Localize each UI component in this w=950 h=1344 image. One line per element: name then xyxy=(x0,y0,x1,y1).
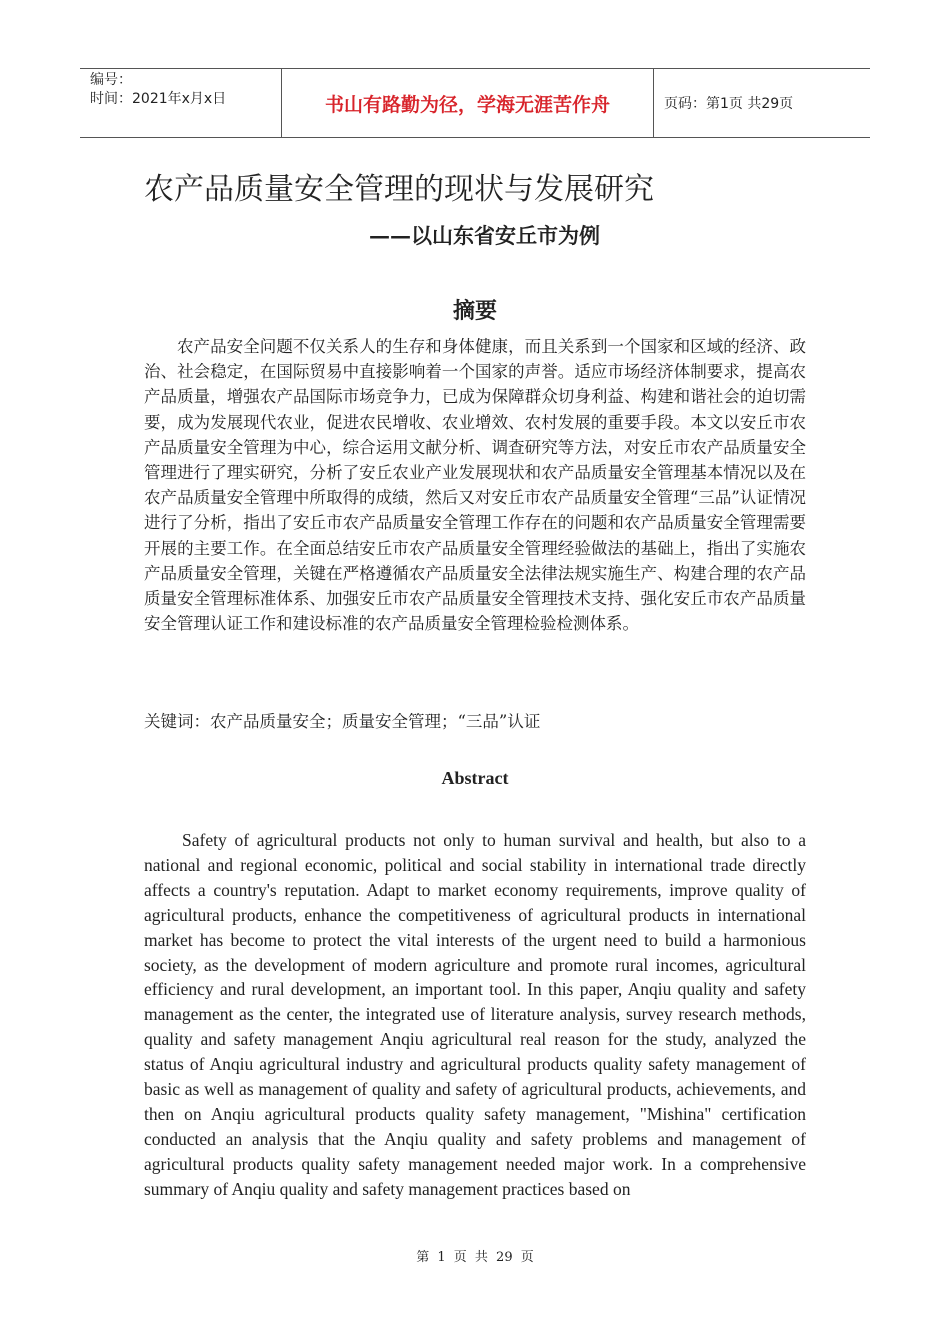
abstract-english-body: Safety of agricultural products not only to human survival and health, but also to a national and regional economic, political and social stability in international trade directly affects a country's reputation. Adapt to market economy requirements, improve quality of agricultural products, enhance the competitiveness of agricultural products in international market has become to protect the vital interests of the urgent need to build a harmonious society, as the development of modern agriculture and promote rural incomes, agricultural efficiency and rural development, an important tool. In this paper, Anqiu quality and safety management as the center, the integrated use of literature analysis, survey research methods, quality and safety management Anqiu agricultural real reason for the study, analyzed the status of Anqiu agricultural industry and agricultural products quality safety management of basic as well as management of quality and safety of agricultural products, achievements, and then on Anqiu agricultural products quality safety management, "Mishina" certification conducted an analysis that the Anqiu quality and safety problems and management of agricultural products quality safety management needed major work. In a comprehensive summary of Anqiu quality and safety management practices based on xyxy=(144,830,806,1199)
document-title: 农产品质量安全管理的现状与发展研究 xyxy=(144,172,654,207)
header-page-info: 页码：第1页 共29页 xyxy=(664,96,794,112)
page-footer: 第 1 页 共 29 页 xyxy=(416,1250,534,1265)
header-motto: 书山有路勤为径，学海无涯苦作舟 xyxy=(282,69,654,137)
abstract-english-heading: Abstract xyxy=(441,768,509,788)
page-header xyxy=(80,68,870,138)
keywords-line: 关键词：农产品质量安全；质量安全管理；“三品”认证 xyxy=(144,712,541,731)
header-meta xyxy=(80,69,282,137)
abstract-chinese-body: 农产品安全问题不仅关系人的生存和身体健康，而且关系到一个国家和区域的经济、政治、社会稳定，在国际贸易中直接影响着一个国家的声誉。适应市场经济体制要求，提高农产品质量，增强农产品国际市场竞争力，已成为保障群众切身利益、构建和谐社会的迫切需要，成为发展现代农业，促进农民增收、农业增效、农村发展的重要手段。本文以安丘市农产品质量安全管理为中心，综合运用文献分析、调查研究等方法，对安丘市农产品质量安全管理进行了理实研究，分析了安丘农业产业发展现状和农产品质量安全管理基本情况以及在农产品质量安全管理中所取得的成绩，然后又对安丘市农产品质量安全管理“三品”认证情况进行了分析，指出了安丘市农产品质量安全管理工作存在的问题和农产品质量安全管理需要开展的主要工作。在全面总结安丘市农产品质量安全管理经验做法的基础上，指出了实施农产品质量安全管理，关键在严格遵循农产品质量安全法律法规实施生产、构建合理的农产品质量安全管理标准体系、加强安丘市农产品质量安全管理技术支持、强化安丘市农产品质量安全管理认证工作和建设标准的农产品质量安全管理检验检测体系。 xyxy=(144,337,806,634)
document-time-label: 时间：2021年x月x日 xyxy=(90,91,227,107)
abstract-heading: 摘要 xyxy=(452,298,497,324)
document-subtitle: ——以山东省安丘市为例 xyxy=(369,223,600,248)
document-number-label: 编号： xyxy=(90,72,132,88)
